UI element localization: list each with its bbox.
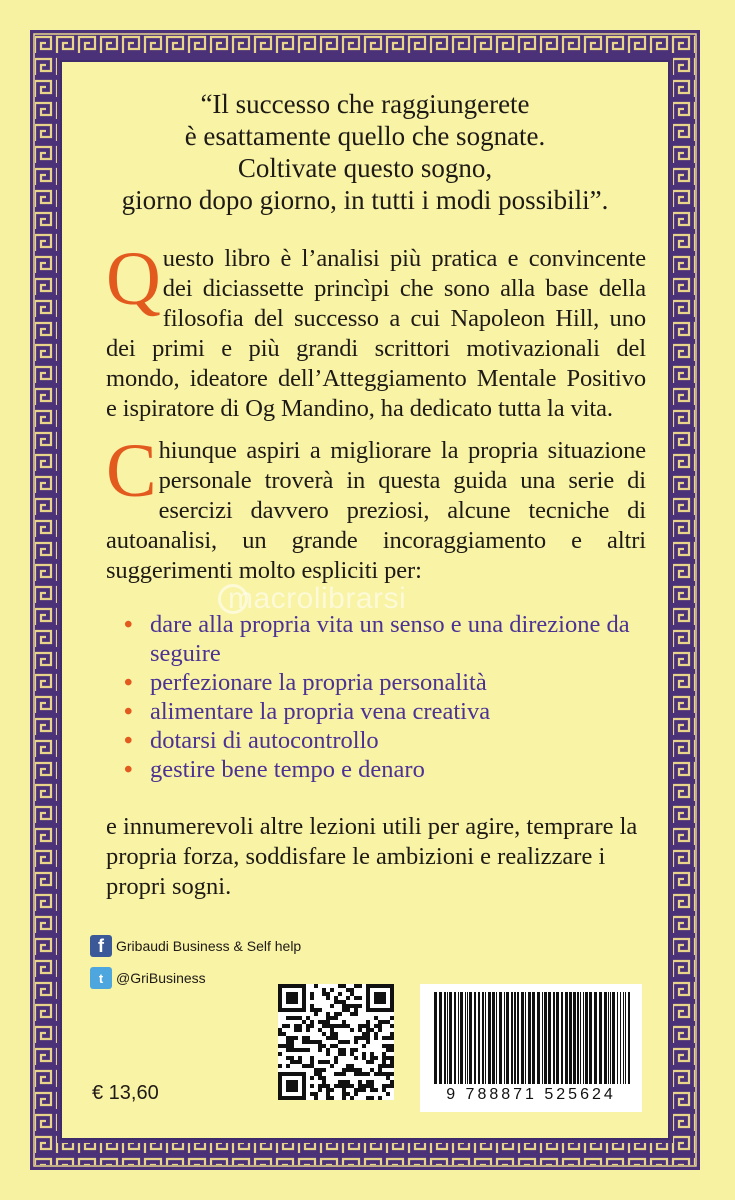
- list-item: • alimentare la propria vena creativa: [124, 698, 491, 725]
- bullet-icon: •: [124, 727, 133, 754]
- quote-line: giorno dopo giorno, in tutti i modi possibili”.: [121, 185, 609, 215]
- list-item: • gestire bene tempo e denaro: [124, 756, 425, 783]
- twitter-link[interactable]: [90, 966, 206, 990]
- bullet-icon: •: [124, 611, 133, 638]
- facebook-link[interactable]: [90, 934, 301, 958]
- watermark-text: macrolibrarsi: [228, 582, 407, 615]
- bullet-icon: •: [124, 756, 133, 783]
- closing-paragraph: e innumerevoli altre lezioni utili per agire, temprare la propria forza, soddisfare le ambizioni e realizzare i propri sogni.: [106, 813, 638, 900]
- twitter-label: @GriBusiness: [116, 970, 206, 986]
- list-item: • perfezionare la propria personalità: [124, 669, 487, 696]
- description-paragraph-2: [106, 429, 646, 586]
- qr-code: [278, 984, 394, 1100]
- epigraph-quote: [62, 88, 668, 216]
- list-item: • dare alla propria vita un senso e una direzione da seguire: [124, 611, 630, 667]
- paragraph-1-text: uesto libro è l’analisi più pratica e convincente dei diciassette princìpi che sono alla base della filosofia del successo a cui Napoleon Hill, uno dei primi e più grandi scrittori motivazionali del mondo, ideatore dell’Atteggiamento Mentale Positivo e ispiratore di Og Mandino, ha dedicato tutta la vita.: [106, 245, 646, 422]
- bullet-icon: •: [124, 698, 133, 725]
- bullet-icon: •: [124, 669, 133, 696]
- paragraph-2-text: hiunque aspiri a migliorare la propria situazione personale troverà in questa guida una serie di esercizi davvero preziosi, alcune tecniche di autoanalisi, un grande incoraggiamento e altri suggerimenti molto espliciti per:: [106, 437, 646, 584]
- quote-line: è esattamente quello che sognate.: [184, 121, 546, 151]
- quote-line: “Il successo che raggiungerete: [200, 89, 530, 119]
- isbn-number: 9 788871 525624: [446, 1086, 616, 1103]
- benefits-list: [122, 610, 642, 784]
- list-item: • dotarsi di autocontrollo: [124, 727, 379, 754]
- facebook-icon: f: [90, 935, 112, 957]
- dropcap-q: Q: [106, 237, 161, 321]
- dropcap-c: C: [106, 429, 157, 513]
- quote-line: Coltivate questo sogno,: [237, 153, 493, 183]
- description-paragraph-1: [106, 237, 646, 424]
- twitter-icon: t: [90, 967, 112, 989]
- price-label: € 13,60: [92, 1082, 159, 1104]
- facebook-label: Gribaudi Business & Self help: [116, 938, 302, 954]
